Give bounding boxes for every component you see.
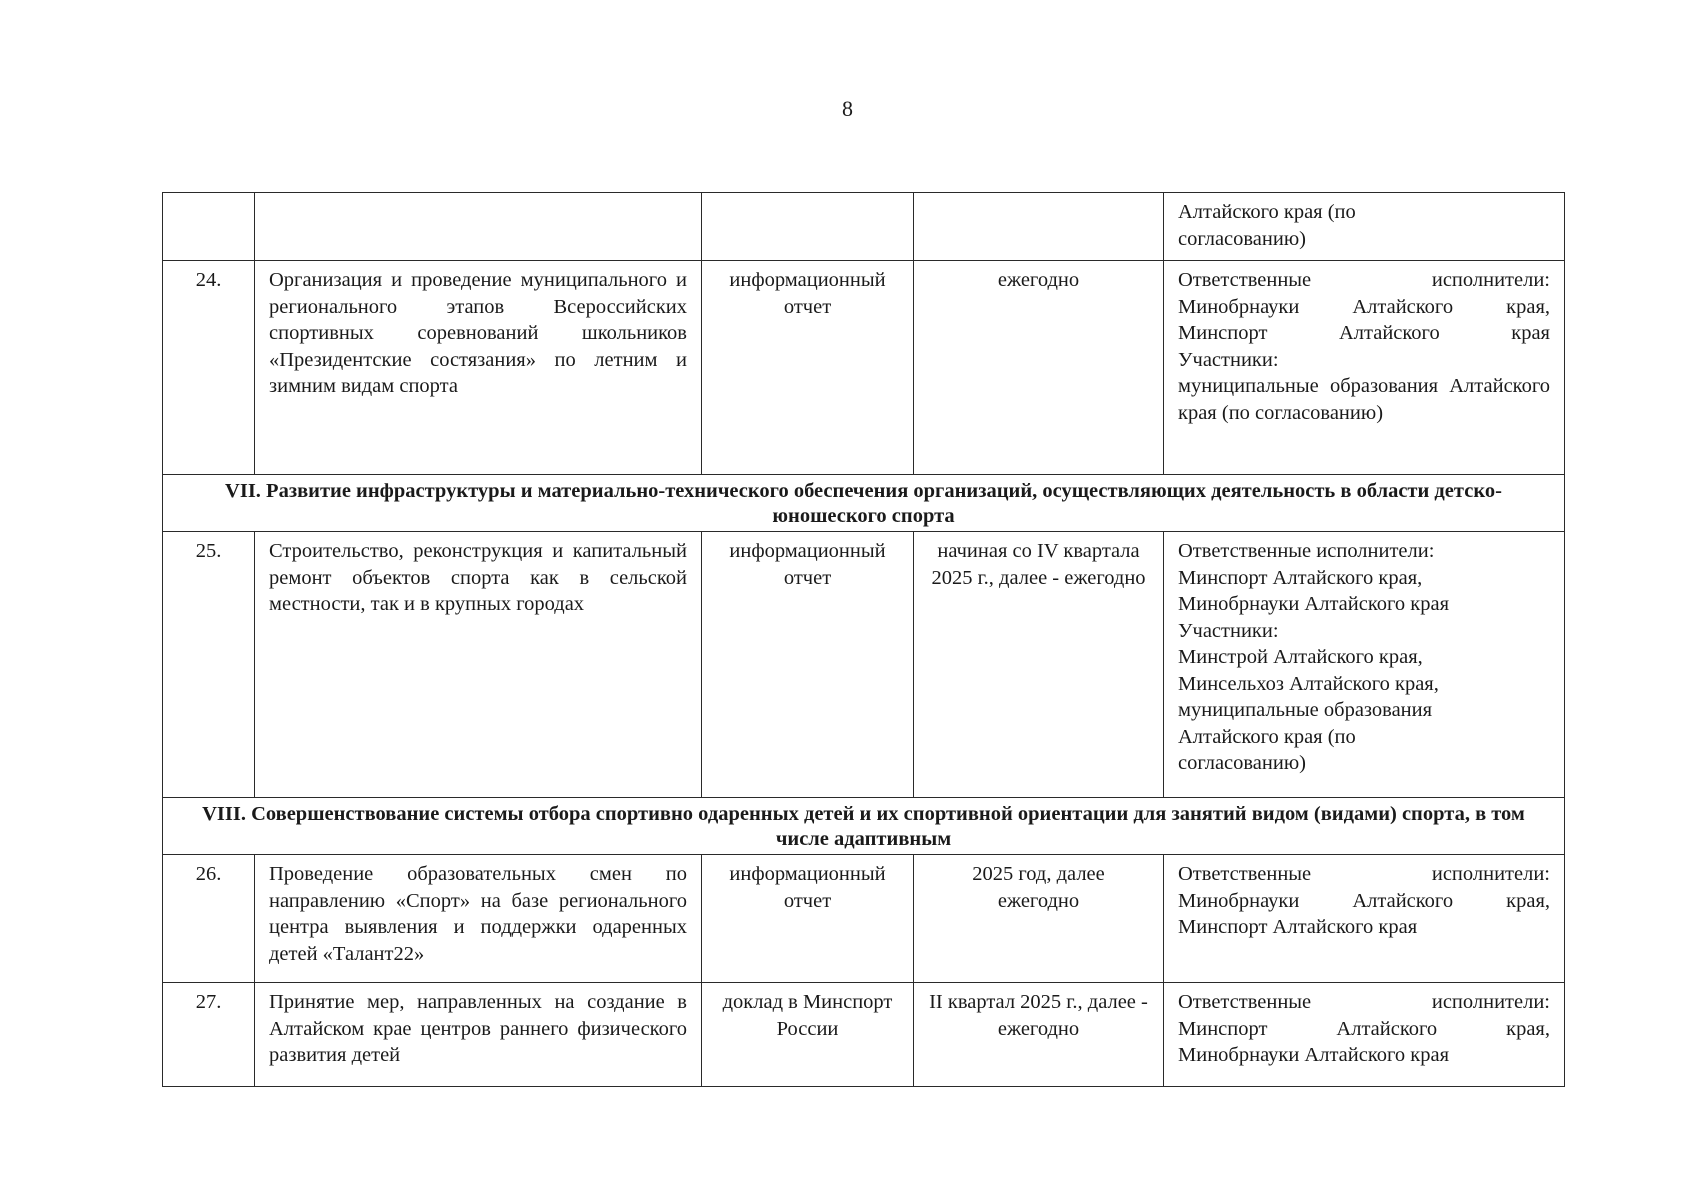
cell-participants [1164, 193, 1565, 261]
cell-deadline [914, 193, 1164, 261]
table-row [163, 983, 1565, 1087]
result-form: информационный отчет [702, 261, 914, 475]
participants-line: согласованию) [1178, 227, 1306, 250]
page-number: 8 [842, 96, 853, 121]
responsible-item: Минспорт Алтайского края, [1178, 1017, 1550, 1040]
participants-item: муниципальные образования [1178, 699, 1433, 721]
responsible-item: Минобрнауки Алтайского края [1178, 593, 1450, 615]
result-form: информационный отчет [702, 532, 914, 798]
table-row [163, 532, 1565, 798]
section-title: VIII. Совершенствование системы отбора спортивно одаренных детей и их спортивной ориентации для занятий видом (видами) спорта, в том числе адаптивным [163, 798, 1565, 855]
deadline: начиная со IV квартала 2025 г., далее - ежегодно [914, 532, 1164, 798]
participants-line: Алтайского края (по [1178, 201, 1356, 223]
participants-item: согласованию) [1178, 752, 1306, 774]
responsible-label: Ответственные исполнители: [1178, 863, 1550, 885]
responsible-item: Минобрнауки Алтайского края, [1178, 889, 1550, 912]
responsible-cell [1164, 261, 1565, 475]
result-form: информационный отчет [702, 855, 914, 983]
participants-item: Алтайского края (по [1178, 725, 1356, 748]
responsible-cell [1164, 855, 1565, 983]
row-number: 25. [163, 532, 255, 798]
table-row [163, 193, 1565, 261]
event-description: Строительство, реконструкция и капитальный ремонт объектов спорта как в сельской местности, так и в крупных городах [255, 532, 702, 798]
responsible-item: Минспорт Алтайского края, [1178, 566, 1423, 589]
cell-event [255, 193, 702, 261]
responsible-item: Минспорт Алтайского края [1178, 916, 1418, 938]
responsible-label: Ответственные исполнители: [1178, 991, 1550, 1013]
event-description: Проведение образовательных смен по направлению «Спорт» на базе регионального центра выявления и поддержки одаренных детей «Талант22» [255, 855, 702, 983]
responsible-cell [1164, 532, 1565, 798]
participants-item: Минсельхоз Алтайского края, [1178, 672, 1439, 695]
section-header-row [163, 798, 1565, 855]
cell-result [702, 193, 914, 261]
responsible-cell [1164, 983, 1565, 1087]
participants-item: муниципальные образования Алтайского края (по согласованию) [1178, 375, 1550, 424]
participants-item: Минстрой Алтайского края, [1178, 646, 1423, 668]
participants-label: Участники: [1178, 619, 1279, 642]
deadline: II квартал 2025 г., далее - ежегодно [914, 983, 1164, 1087]
deadline: 2025 год, далее ежегодно [914, 855, 1164, 983]
row-number: 24. [163, 261, 255, 475]
table-row [163, 261, 1565, 475]
responsible-label: Ответственные исполнители: [1178, 540, 1435, 562]
deadline: ежегодно [914, 261, 1164, 475]
responsible-item: Минспорт Алтайского края [1178, 322, 1550, 344]
event-description: Организация и проведение муниципального и регионального этапов Всероссийских спортивных соревнований школьников «Президентские состязания» по летним и зимним видам спорта [255, 261, 702, 475]
responsible-item: Минобрнауки Алтайского края, [1178, 295, 1550, 318]
responsible-item: Минобрнауки Алтайского края [1178, 1044, 1450, 1066]
cell-num [163, 193, 255, 261]
responsible-label: Ответственные исполнители: [1178, 269, 1550, 291]
event-description: Принятие мер, направленных на создание в Алтайском крае центров раннего физического развития детей [255, 983, 702, 1087]
action-plan-table [162, 192, 1565, 1087]
participants-label: Участники: [1178, 348, 1279, 371]
row-number: 26. [163, 855, 255, 983]
row-number: 27. [163, 983, 255, 1087]
section-title: VII. Развитие инфраструктуры и материально-технического обеспечения организаций, осуществляющих деятельность в области детско-юношеского спорта [163, 475, 1565, 532]
table-row [163, 855, 1565, 983]
section-header-row [163, 475, 1565, 532]
result-form: доклад в Минспорт России [702, 983, 914, 1087]
